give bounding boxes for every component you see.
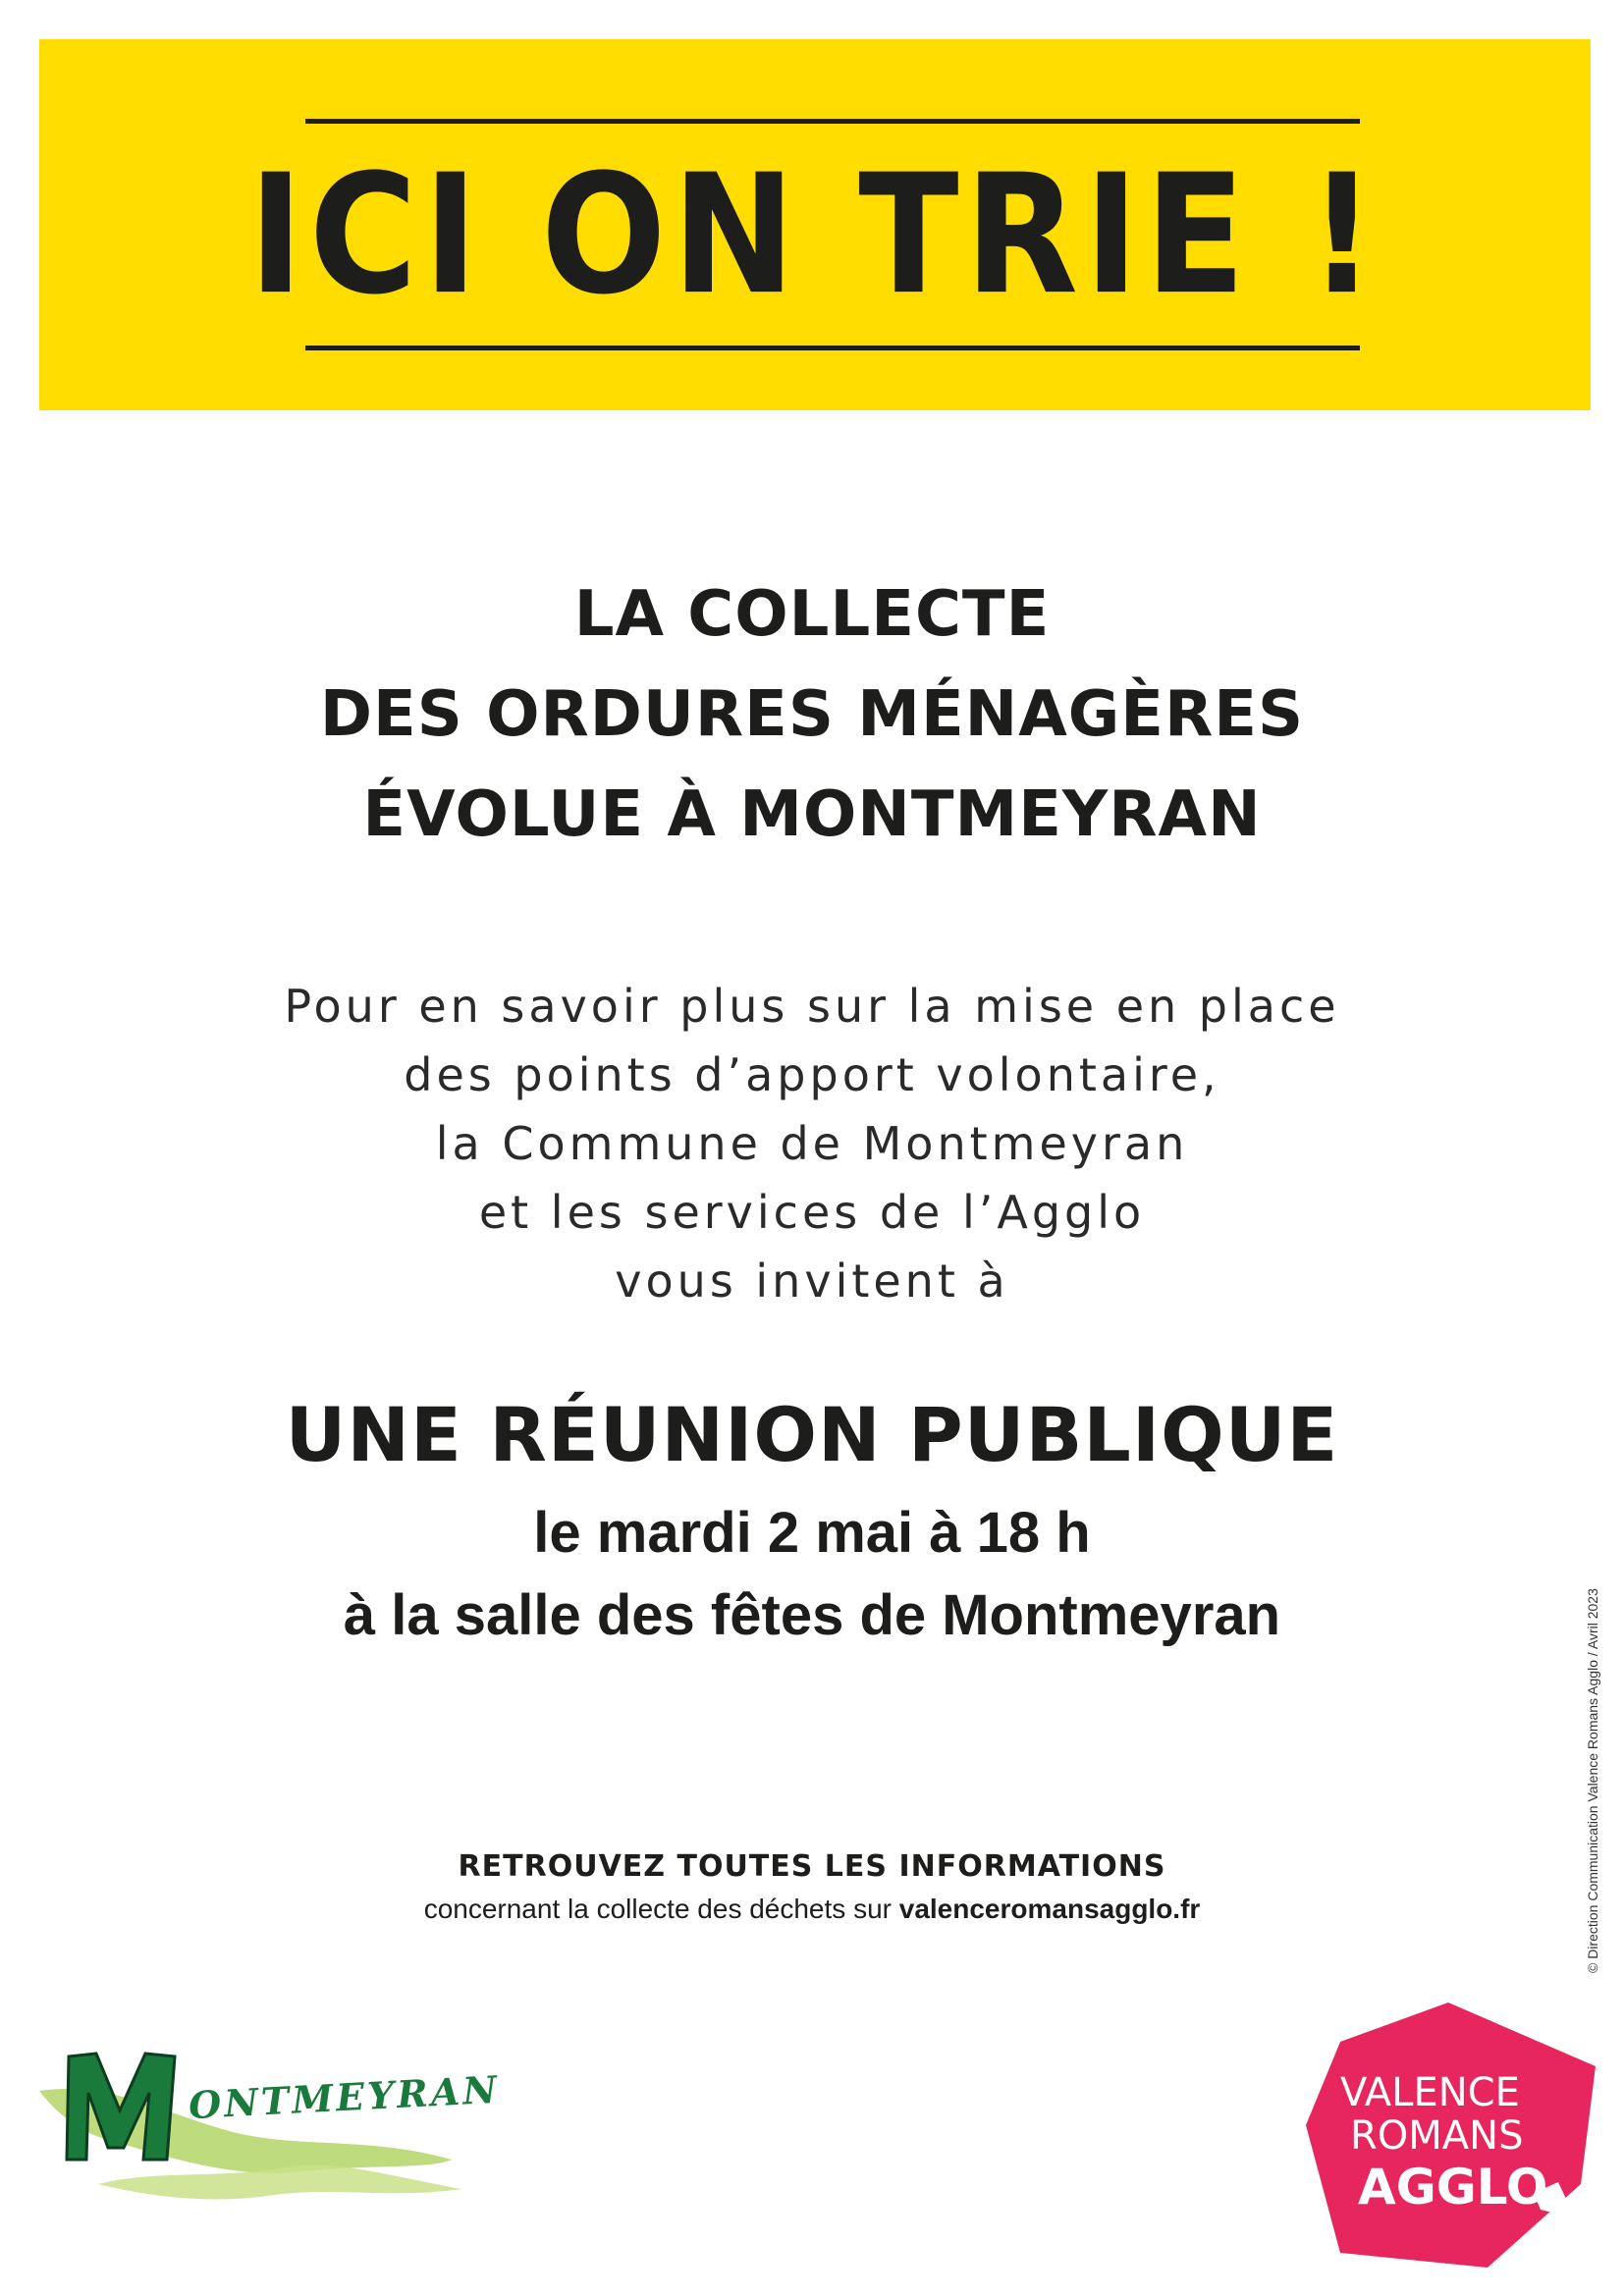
footer-title: RETROUVEZ TOUTES LES INFORMATIONS [458,1849,1166,1884]
intro-line: Pour en savoir plus sur la mise en place [284,980,1340,1033]
meeting-date: le mardi 2 mai à 18 h [533,1501,1091,1565]
headline-line: ÉVOLUE À MONTMEYRAN [362,778,1262,851]
intro-line: vous invitent à [615,1255,1009,1308]
meeting-details [0,1492,1624,1657]
banner-title: ICI ON TRIE ! [248,139,1381,332]
title-banner [39,39,1591,410]
footer-text [0,1890,1624,1929]
banner-bottom-rule [305,346,1360,350]
website-link[interactable]: valenceromansagglo.fr [898,1894,1201,1924]
banner-top-rule [305,119,1360,124]
agglo-logo-line2: ROMANS [1350,2113,1524,2159]
intro-line: des points d’apport volontaire, [404,1048,1220,1101]
valence-romans-agglo-logo [1301,1998,1605,2272]
headline [0,564,1624,865]
agglo-logo-line3: AGGLO [1358,2159,1548,2216]
meeting-place: à la salle des fêtes de Montmeyran [343,1583,1281,1647]
agglo-logo-line1: VALENCE [1340,2070,1520,2115]
headline-line: DES ORDURES MÉNAGÈRES [319,678,1305,751]
meeting-title: UNE RÉUNION PUBLIQUE [285,1391,1339,1478]
intro-line: la Commune de Montmeyran [435,1117,1189,1170]
intro-line: et les services de l’Agglo [478,1186,1146,1239]
montmeyran-wordmark: ONTMEYRAN [188,2066,502,2128]
headline-line: LA COLLECTE [573,578,1051,651]
credit-line: © Direction Communication Valence Romans Agglo / Avril 2023 [1585,1588,1600,1973]
intro-paragraph [0,972,1624,1315]
montmeyran-logo [39,2042,502,2218]
footer-text-body: concernant la collecte des déchets sur [423,1894,892,1924]
montmeyran-logo-graphic [39,2042,471,2218]
